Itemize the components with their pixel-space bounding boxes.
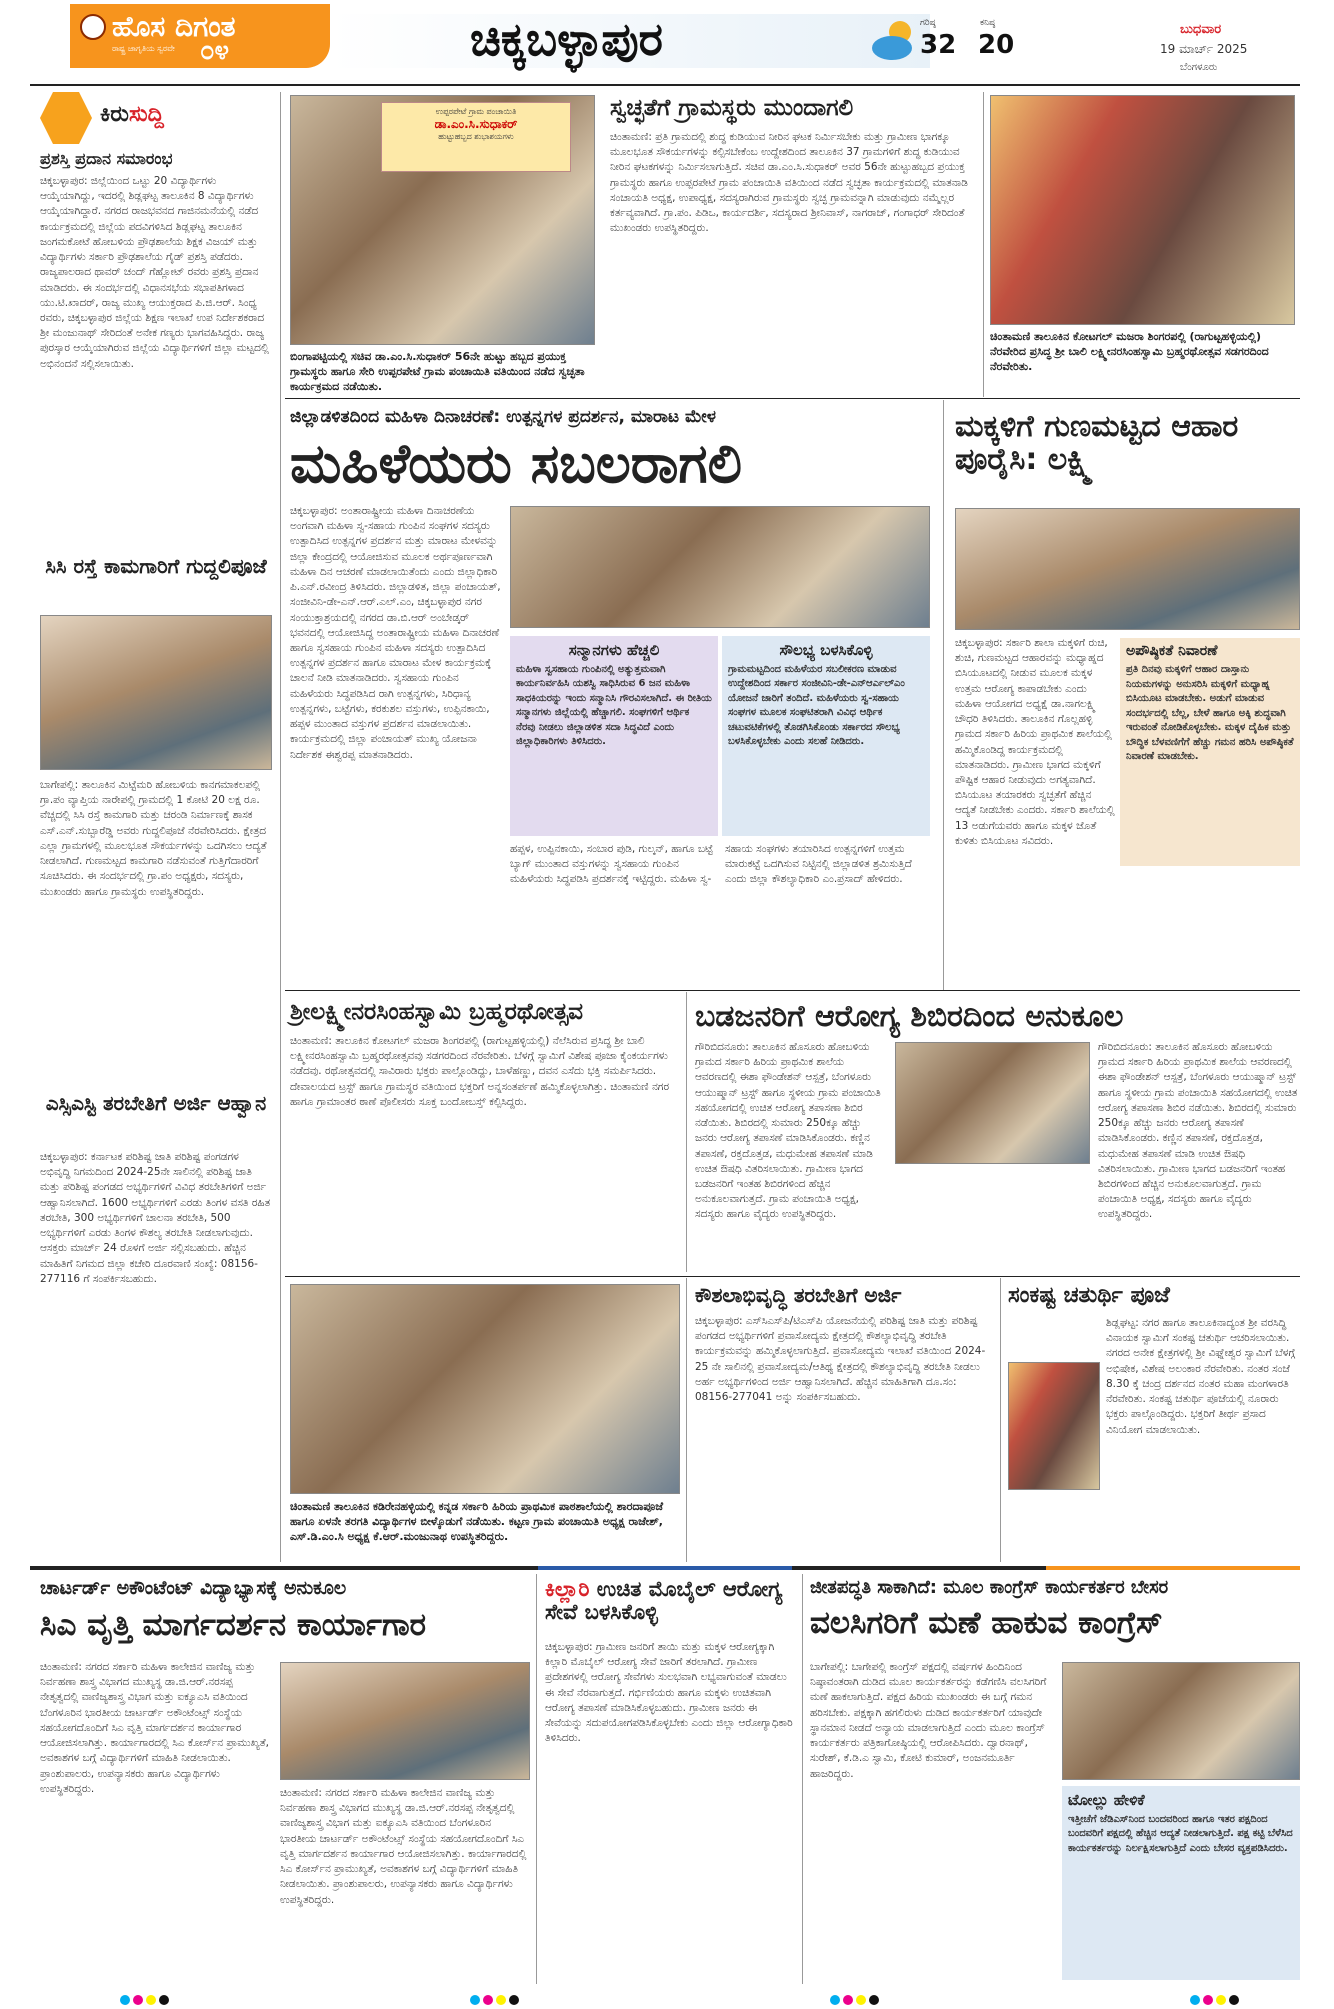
kaushalya-body: ಚಿಕ್ಕಬಳ್ಳಾಪುರ: ಎಸ್‌ಸಿಎಸ್‌ಪಿ/ಟಿಎಸ್‌ಪಿ ಯೋಜನೆಯಲ್ಲಿ ಪರಿಶಿಷ್ಟ ಜಾತಿ ಮತ್ತು ಪರಿಶಿಷ್ಟ ಪಂಗಡದ ಅಭ್ಯರ್ಥಿಗಳಿಗೆ ಪ್ರವಾಸೋದ್ಯಮ ಕ್ಷೇತ್ರದಲ್ಲಿ ಕೌಶಲ್ಯಾಭಿವೃದ್ಧಿ ತರಬೇತಿ ಕಾರ್ಯಕ್ರಮವನ್ನು ಹಮ್ಮಿಕೊಳ್ಳಲಾಗುತ್ತಿದೆ. ಪ್ರವಾಸೋದ್ಯಮ ಇಲಾಖೆ ವತಿಯಿಂದ 2024-25 ನೇ ಸಾಲಿನಲ್ಲಿ ಪ್ರವಾಸೋದ್ಯಮ/ಆತಿಥ್ಯ ಕ್ಷೇತ್ರದಲ್ಲಿ ಕೌಶಲ್ಯಾಭಿವೃದ್ಧಿ ತರಬೇತಿ ನೀಡಲು ಅರ್ಹ ಅಭ್ಯರ್ಥಿಗಳಿಂದ ಅರ್ಜಿ ಆಹ್ವಾನಿಸಲಾಗಿದೆ. ಹೆಚ್ಚಿನ ಮಾಹಿತಿಗಾಗಿ ದೂ.ಸಂ: 08156-277041 ಅನ್ನು ಸಂಪರ್ಕಿಸಬಹುದು. <box>695 1315 986 1404</box>
badajanarige-photo <box>895 1042 1090 1164</box>
badajanarige-body: ಗೌರಿಬಿದನೂರು: ತಾಲೂಕಿನ ಹೊಸೂರು ಹೋಬಳಿಯ ಗ್ರಾಮದ ಸರ್ಕಾರಿ ಹಿರಿಯ ಪ್ರಾಥಮಿಕ ಶಾಲೆಯ ಆವರಣದಲ್ಲಿ ಈಶಾ ಫೌಂಡೇಶನ್ ಆಸ್ಪತ್ರೆ, ಬೆಂಗಳೂರು ಆಯುಷ್ಮಾನ್ ಟ್ರಸ್ಟ್ ಹಾಗೂ ಸ್ಥಳೀಯ ಗ್ರಾಮ ಪಂಚಾಯಿತಿ ಸಹಯೋಗದಲ್ಲಿ ಉಚಿತ ಆರೋಗ್ಯ ತಪಾಸಣಾ ಶಿಬಿರ ನಡೆಯಿತು. ಶಿಬಿರದಲ್ಲಿ ಸುಮಾರು 250ಕ್ಕೂ ಹೆಚ್ಚು ಜನರು ಆರೋಗ್ಯ ತಪಾಸಣೆ ಮಾಡಿಸಿಕೊಂಡರು. ಕಣ್ಣಿನ ತಪಾಸಣೆ, ರಕ್ತದೊತ್ತಡ, ಮಧುಮೇಹ ತಪಾಸಣೆ ಮಾಡಿ ಉಚಿತ ಔಷಧಿ ವಿತರಿಸಲಾಯಿತು. ಗ್ರಾಮೀಣ ಭಾಗದ ಬಡಜನರಿಗೆ ಇಂತಹ ಶಿಬಿರಗಳಿಂದ ಹೆಚ್ಚಿನ ಅನುಕೂಲವಾಗುತ್ತದೆ. ಗ್ರಾಮ ಪಂಚಾಯಿತಿ ಅಧ್ಯಕ್ಷ, ಸದಸ್ಯರು ಹಾಗೂ ವೈದ್ಯರು ಉಪಸ್ಥಿತರಿದ್ದರು. <box>695 1041 881 1221</box>
mahila-headline: ಮಹಿಳೆಯರು ಸಬಲರಾಗಲಿ <box>290 432 743 495</box>
col1-headline-1: ಪ್ರಶಸ್ತಿ ಪ್ರದಾನ ಸಮಾರಂಭ <box>40 149 173 168</box>
swachhate-divider <box>983 92 984 397</box>
chartered-body: ಚಿಂತಾಮಣಿ: ನಗರದ ಸರ್ಕಾರಿ ಮಹಿಳಾ ಕಾಲೇಜಿನ ವಾಣಿಜ್ಯ ಮತ್ತು ನಿರ್ವಹಣಾ ಶಾಸ್ತ್ರ ವಿಭಾಗದ ಮುಖ್ಯಸ್ಥ ಡಾ.ಜಿ.ಆರ್.ನರಸಪ್ಪ ನೇತೃತ್ವದಲ್ಲಿ ವಾಣಿಜ್ಯಶಾಸ್ತ್ರ ವಿಭಾಗ ಮತ್ತು ಐಕ್ಯೂಎಸಿ ವತಿಯಿಂದ ಬೆಂಗಳೂರಿನ ಭಾರತೀಯ ಚಾರ್ಟರ್ಡ್ ಅಕೌಂಟೆಂಟ್ಸ್ ಸಂಸ್ಥೆಯ ಸಹಯೋಗದೊಂದಿಗೆ ಸಿಎ ವೃತ್ತಿ ಮಾರ್ಗದರ್ಶನ ಕಾರ್ಯಾಗಾರ ಆಯೋಜಿಸಲಾಗಿತ್ತು. ಕಾರ್ಯಾಗಾರದಲ್ಲಿ ಸಿಎ ಕೋರ್ಸ್‌ನ ಪ್ರಾಮುಖ್ಯತೆ, ಅವಕಾಶಗಳ ಬಗ್ಗೆ ವಿದ್ಯಾರ್ಥಿಗಳಿಗೆ ಮಾಹಿತಿ ನೀಡಲಾಯಿತು. ಪ್ರಾಂಶುಪಾಲರು, ಉಪನ್ಯಾಸಕರು ಹಾಗೂ ವಿದ್ಯಾರ್ಥಿಗಳು ಉಪಸ್ಥಿತರಿದ್ದರು. <box>40 1661 270 1795</box>
min-temp: 20 <box>978 30 1015 60</box>
logo-tagline: ರಾಷ್ಟ್ರ ಜಾಗೃತಿಯ ಸ್ವರವೇ <box>112 44 175 53</box>
masthead <box>0 0 1334 88</box>
killari-divider <box>802 1574 803 1984</box>
killari-body: ಚಿಕ್ಕಬಳ್ಳಾಪುರ: ಗ್ರಾಮೀಣ ಜನರಿಗೆ ತಾಯಿ ಮತ್ತು ಮಕ್ಕಳ ಆರೋಗ್ಯಕ್ಕಾಗಿ ಕಿಲ್ಲಾರಿ ಮೊಬೈಲ್ ಆರೋಗ್ಯ ಸೇವೆ ಜಾರಿಗೆ ತರಲಾಗಿದೆ. ಗ್ರಾಮೀಣ ಪ್ರದೇಶಗಳಲ್ಲಿ ಆರೋಗ್ಯ ಸೇವೆಗಳು ಸುಲಭವಾಗಿ ಲಭ್ಯವಾಗುವಂತೆ ಮಾಡಲು ಈ ಸೇವೆ ನೆರವಾಗುತ್ತದೆ. ಗರ್ಭಿಣಿಯರು ಹಾಗೂ ಮಕ್ಕಳು ಉಚಿತವಾಗಿ ಆರೋಗ್ಯ ತಪಾಸಣೆ ಮಾಡಿಸಿಕೊಳ್ಳಬಹುದು. ಗ್ರಾಮೀಣ ಜನರು ಈ ಸೇವೆಯನ್ನು ಸದುಪಯೋಗಪಡಿಸಿಕೊಳ್ಳಬೇಕು ಎಂದು ಜಿಲ್ಲಾ ಆರೋಗ್ಯಾಧಿಕಾರಿ ತಿಳಿಸಿದರು. <box>545 1641 793 1745</box>
ganesha-photo <box>1008 1362 1100 1490</box>
swachhate-headline: ಸ್ವಚ್ಛತೆಗೆ ಗ್ರಾಮಸ್ಥರು ಮುಂದಾಗಲಿ <box>610 95 854 121</box>
issue-city: ಬೆಂಗಳೂರು <box>1180 62 1218 73</box>
max-temp: 32 <box>920 30 957 60</box>
jeetha-box-text: ಇತ್ತೀಚೆಗೆ ಜೆಡಿಎಸ್‌ನಿಂದ ಬಂದವರಿಂದ ಹಾಗೂ ಇತರ ಪಕ್ಷದಿಂದ ಬಂದವರಿಗೆ ಪಕ್ಷದಲ್ಲಿ ಹೆಚ್ಚಿನ ಆದ್ಯತೆ ನೀಡಲಾಗುತ್ತಿದೆ. ಪಕ್ಷ ಕಟ್ಟಿ ಬೆಳೆಸಿದ ಕಾರ್ಯಕರ್ತರನ್ನು ನಿರ್ಲಕ್ಷಿಸಲಾಗುತ್ತಿದೆ ಎಂದು ಬೇಸರ ವ್ಯಕ್ತಪಡಿಸಿದರು. <box>1068 1813 1293 1854</box>
mahila-box-1-text: ಮಹಿಳಾ ಸ್ವಸಹಾಯ ಗುಂಪಿನಲ್ಲಿ ಅತ್ಯುತ್ತಮವಾಗಿ ಕಾರ್ಯನಿರ್ವಹಿಸಿ ಯಶಸ್ವಿ ಸಾಧಿಸಿರುವ 6 ಜನ ಮಹಿಳಾ ಸಾಧಕಿಯರನ್ನು ಇಂದು ಸನ್ಮಾನಿಸಿ ಗೌರವಿಸಲಾಗಿದೆ. ಈ ರೀತಿಯ ಸನ್ಮಾನಗಳು ಜಿಲ್ಲೆಯಲ್ಲಿ ಹೆಚ್ಚಾಗಲಿ. ಸಂಘಗಳಿಗೆ ಆರ್ಥಿಕ ನೆರವು ನೀಡಲು ಜಿಲ್ಲಾಡಳಿತ ಸದಾ ಸಿದ್ಧವಿದೆ ಎಂದು ಜಿಲ್ಲಾಧಿಕಾರಿಗಳು ತಿಳಿಸಿದರು. <box>516 663 712 747</box>
mahila-divider <box>943 400 944 990</box>
badajanarige-headline: ಬಡಜನರಿಗೆ ಆರೋಗ್ಯ ಶಿಬಿರದಿಂದ ಅನುಕೂಲ <box>695 999 1124 1034</box>
col1-divider <box>280 92 281 1562</box>
col1-text-1: ಚಿಕ್ಕಬಳ್ಳಾಪುರ: ಜಿಲ್ಲೆಯಿಂದ ಒಟ್ಟು 20 ವಿದ್ಯಾರ್ಥಿಗಳು ಆಯ್ಕೆಯಾಗಿದ್ದು, ಇದರಲ್ಲಿ ಶಿಡ್ಲಘಟ್ಟ ತಾಲೂಕಿನ 8 ವಿದ್ಯಾರ್ಥಿಗಳು ಆಯ್ಕೆಯಾಗಿದ್ದಾರೆ. ನಗರದ ರಾಜಭವನದ ಗಾಜಿನಮನೆಯಲ್ಲಿ ನಡೆದ ಕಾರ್ಯಕ್ರಮದಲ್ಲಿ ಜಿಲ್ಲೆಯ ಪದವಿಗಳಿಸಿದ ಶಿಡ್ಲಘಟ್ಟ ತಾಲೂಕಿನ ಜಂಗಮಕೋಟೆ ಹೋಬಳಿಯ ಪ್ರೌಢಶಾಲೆಯ ಶಿಕ್ಷಕ ವಿಜಯ್ ಮತ್ತು ವಿದ್ಯಾರ್ಥಿಗಳು ಸರ್ಕಾರಿ ಪ್ರೌಢಶಾಲೆಯ ಗೈಡ್ ಪ್ರಶಸ್ತಿ ಪಡೆದರು. ರಾಜ್ಯಪಾಲರಾದ ಥಾವರ್ ಚಂದ್ ಗೆಹ್ಲೋಟ್ ರವರು ಪ್ರಶಸ್ತಿ ಪ್ರದಾನ ಮಾಡಿದರು. ಈ ಸಂದರ್ಭದಲ್ಲಿ ವಿಧಾನಸಭೆಯ ಸಭಾಪತಿಗಳಾದ ಯು.ಟಿ.ಖಾದರ್, ರಾಜ್ಯ ಮುಖ್ಯ ಆಯುಕ್ತರಾದ ಪಿ.ಜಿ.ಆರ್. ಸಿಂಧ್ಯ ರವರು, ಚಿಕ್ಕಬಳ್ಳಾಪುರ ಜಿಲ್ಲೆಯ ಶಿಕ್ಷಣ ಇಲಾಖೆ ಉಪ ನಿರ್ದೇಶಕರಾದ ಶ್ರೀ ಮಂಜುನಾಥ್ ಸೇರಿದಂತೆ ಅನೇಕ ಗಣ್ಯರು ಭಾಗವಹಿಸಿದ್ದರು. ರಾಜ್ಯ ಪುರಸ್ಕಾರ ಆಯ್ಕೆಯಾಗಿರುವ ಜಿಲ್ಲೆಯ ವಿದ್ಯಾರ್ಥಿಗಳಿಗೆ ಜಿಲ್ಲಾ ಮಟ್ಟದಲ್ಲಿ ಅಭಿನಂದನೆ ಸಲ್ಲಿಸಲಾಯಿತು. <box>40 175 269 370</box>
registration-dots-3 <box>830 1990 882 2009</box>
max-temp-label: ಗರಿಷ್ಠ <box>920 18 936 28</box>
section-title: ಚಿಕ್ಕಬಳ್ಳಾಪುರ <box>470 12 664 66</box>
registration-dots-4 <box>1190 1990 1242 2009</box>
masthead-rule <box>30 84 1300 86</box>
badajanarige-body-2: ಗೌರಿಬಿದನೂರು: ತಾಲೂಕಿನ ಹೊಸೂರು ಹೋಬಳಿಯ ಗ್ರಾಮದ ಸರ್ಕಾರಿ ಹಿರಿಯ ಪ್ರಾಥಮಿಕ ಶಾಲೆಯ ಆವರಣದಲ್ಲಿ ಈಶಾ ಫೌಂಡೇಶನ್ ಆಸ್ಪತ್ರೆ, ಬೆಂಗಳೂರು ಆಯುಷ್ಮಾನ್ ಟ್ರಸ್ಟ್ ಹಾಗೂ ಸ್ಥಳೀಯ ಗ್ರಾಮ ಪಂಚಾಯಿತಿ ಸಹಯೋಗದಲ್ಲಿ ಉಚಿತ ಆರೋಗ್ಯ ತಪಾಸಣಾ ಶಿಬಿರ ನಡೆಯಿತು. ಶಿಬಿರದಲ್ಲಿ ಸುಮಾರು 250ಕ್ಕೂ ಹೆಚ್ಚು ಜನರು ಆರೋಗ್ಯ ತಪಾಸಣೆ ಮಾಡಿಸಿಕೊಂಡರು. ಕಣ್ಣಿನ ತಪಾಸಣೆ, ರಕ್ತದೊತ್ತಡ, ಮಧುಮೇಹ ತಪಾಸಣೆ ಮಾಡಿ ಉಚಿತ ಔಷಧಿ ವಿತರಿಸಲಾಯಿತು. ಗ್ರಾಮೀಣ ಭಾಗದ ಬಡಜನರಿಗೆ ಇಂತಹ ಶಿಬಿರಗಳಿಂದ ಹೆಚ್ಚಿನ ಅನುಕೂಲವಾಗುತ್ತದೆ. ಗ್ರಾಮ ಪಂಚಾಯಿತಿ ಅಧ್ಯಕ್ಷ, ಸದಸ್ಯರು ಹಾಗೂ ವೈದ್ಯರು ಉಪಸ್ಥಿತರಿದ್ದರು. <box>1098 1041 1298 1221</box>
school-photo-caption: ಚಿಂತಾಮಣಿ ತಾಲೂಕಿನ ಕಡಿರೇನಹಳ್ಳಿಯಲ್ಲಿ ಕನ್ನಡ ಸರ್ಕಾರಿ ಹಿರಿಯ ಪ್ರಾಥಮಿಕ ಪಾಠಶಾಲೆಯಲ್ಲಿ ಶಾರದಾಪೂಜೆ ಹಾಗೂ ಏಳನೇ ತರಗತಿ ವಿದ್ಯಾರ್ಥಿಗಳ ಬೀಳ್ಕೊಡುಗೆ ನಡೆಯಿತು. ಕಟ್ಟಣ ಗ್ರಾಮ ಪಂಚಾಯಿತಿ ಅಧ್ಯಕ್ಷ ರಾಜೇಶ್, ಎಸ್.ಡಿ.ಎಂ.ಸಿ ಅಧ್ಯಕ್ಷ ಕೆ.ಆರ್.ಮಂಜುನಾಥ ಉಪಸ್ಥಿತರಿದ್ದರು. <box>290 1500 664 1543</box>
registration-dots-1 <box>120 1990 172 2009</box>
chartered-headline: ಸಿಎ ವೃತ್ತಿ ಮಾರ್ಗದರ್ಶನ ಕಾರ್ಯಾಗಾರ <box>40 1607 427 1643</box>
jeetha-box <box>1062 1786 1300 1980</box>
killari-headline <box>545 1578 795 1624</box>
mahila-box-1 <box>510 636 718 836</box>
makkalige-photo <box>955 508 1300 630</box>
top-story-photo <box>290 95 595 345</box>
page-number: ೦೪ <box>200 36 230 66</box>
chartered-divider <box>536 1574 537 1984</box>
chartered-photo <box>280 1662 530 1780</box>
mahila-photo <box>510 506 930 628</box>
weather-cloud-icon <box>870 18 920 62</box>
makkalige-box-text: ಪ್ರತಿ ದಿನವು ಮಕ್ಕಳಿಗೆ ಆಹಾರ ದಾಸ್ತಾನು ನಿಯಮಗಳನ್ನು ಅನುಸರಿಸಿ ಮಕ್ಕಳಿಗೆ ಮಧ್ಯಾಹ್ನ ಬಿಸಿಯೂಟ ಮಾಡಬೇಕು. ಅಡುಗೆ ಮಾಡುವ ಸಂದರ್ಭದಲ್ಲಿ ಬೆಲ್ಲ, ಬೇಳೆ ಹಾಗೂ ಅಕ್ಕಿ ಶುದ್ಧವಾಗಿ ಇರುವಂತೆ ನೋಡಿಕೊಳ್ಳಬೇಕು. ಮಕ್ಕಳ ದೈಹಿಕ ಮತ್ತು ಬೌದ್ಧಿಕ ಬೆಳವಣಿಗೆಗೆ ಹೆಚ್ಚು ಗಮನ ಹರಿಸಿ ಅಪೌಷ್ಠಿಕತೆ ನಿವಾರಣೆ ಮಾಡಬೇಕು. <box>1126 664 1294 763</box>
rathotsava-caption: ಚಿಂತಾಮಣಿ ತಾಲೂಕಿನ ಕೋಟಗಲ್ ಮಜರಾ ಶಿಂಗರಪಲ್ಲಿ (ರಾಗುಟ್ಟಹಳ್ಳಿಯಲ್ಲಿ) ನೆರವೇರಿದ ಪ್ರಸಿದ್ಧ ಶ್ರೀ ಬಾಲಿ ಲಕ್ಷ್ಮೀನರಸಿಂಹಸ್ವಾಮಿ ಬ್ರಹ್ಮರಥೋತ್ಸವ ಸಡಗರದಿಂದ ನೆರವೇರಿತು. <box>990 330 1269 373</box>
makkalige-box <box>1120 638 1300 866</box>
mahila-box-2-title: ಸೌಲಭ್ಯ ಬಳಸಿಕೊಳ್ಳಿ <box>779 641 873 659</box>
mahila-kicker: ಜಿಲ್ಲಾಡಳಿತದಿಂದ ಮಹಿಳಾ ದಿನಾಚರಣೆ: ಉತ್ಪನ್ನಗಳ ಪ್ರದರ್ಶನ, ಮಾರಾಟ ಮೇಳ <box>290 407 716 427</box>
hand-icon <box>40 92 92 144</box>
col1-headline-3: ಎಸ್ಸಿಎಸ್ಟಿ ತರಬೇತಿಗೆ ಅರ್ಜಿ ಆಹ್ವಾನ <box>45 1091 267 1115</box>
jeetha-body: ಬಾಗೇಪಲ್ಲಿ: ಬಾಗೇಪಲ್ಲಿ ಕಾಂಗ್ರೆಸ್ ಪಕ್ಷದಲ್ಲಿ ವರ್ಷಗಳ ಹಿಂದಿನಿಂದ ನಿಷ್ಠಾವಂತರಾಗಿ ದುಡಿದ ಮೂಲ ಕಾರ್ಯಕರ್ತರನ್ನು ಕಡೆಗಣಿಸಿ ವಲಸಿಗರಿಗೆ ಮಣೆ ಹಾಕಲಾಗುತ್ತಿದೆ. ಪಕ್ಷದ ಹಿರಿಯ ಮುಖಂಡರು ಈ ಬಗ್ಗೆ ಗಮನ ಹರಿಸಬೇಕು. ಪಕ್ಷಕ್ಕಾಗಿ ಹಗಲಿರುಳು ದುಡಿದ ಕಾರ್ಯಕರ್ತರಿಗೆ ಯಾವುದೇ ಸ್ಥಾನಮಾನ ನೀಡದೆ ಅನ್ಯಾಯ ಮಾಡಲಾಗುತ್ತಿದೆ ಎಂದು ಮೂಲ ಕಾಂಗ್ರೆಸ್ ಕಾರ್ಯಕರ್ತರು ಪತ್ರಿಕಾಗೋಷ್ಠಿಯಲ್ಲಿ ಆರೋಪಿಸಿದರು. ದ್ವಾರನಾಥ್, ಸುರೇಶ್, ಕೆ.ಡಿ.ಎ ಸ್ವಾಮಿ, ಕೋಟಿ ಕುಮಾರ್, ಅಂಜನಮೂರ್ತಿ ಹಾಜರಿದ್ದರು. <box>810 1661 1047 1780</box>
col1-text-3: ಚಿಕ್ಕಬಳ್ಳಾಪುರ: ಕರ್ನಾಟಕ ಪರಿಶಿಷ್ಟ ಜಾತಿ ಪರಿಶಿಷ್ಟ ಪಂಗಡಗಳ ಅಭಿವೃದ್ಧಿ ನಿಗಮದಿಂದ 2024-25ನೇ ಸಾಲಿನಲ್ಲಿ ಪರಿಶಿಷ್ಟ ಜಾತಿ ಮತ್ತು ಪರಿಶಿಷ್ಟ ಪಂಗಡದ ಅಭ್ಯರ್ಥಿಗಳಿಗೆ ವಿವಿಧ ತರಬೇತಿಗಳಿಗೆ ಅರ್ಜಿ ಆಹ್ವಾನಿಸಲಾಗಿದೆ. 1600 ಅಭ್ಯರ್ಥಿಗಳಿಗೆ ಎರಡು ತಿಂಗಳ ವಸತಿ ರಹಿತ ತರಬೇತಿ, 300 ಅಭ್ಯರ್ಥಿಗಳಿಗೆ ಚಾಲನಾ ತರಬೇತಿ, 500 ಅಭ್ಯರ್ಥಿಗಳಿಗೆ ಎರಡು ತಿಂಗಳ ಕೌಶಲ್ಯ ತರಬೇತಿ ನೀಡಲಾಗುವುದು. ಆಸಕ್ತರು ಮಾರ್ಚ್ 24 ರೊಳಗೆ ಅರ್ಜಿ ಸಲ್ಲಿಸಬಹುದು. ಹೆಚ್ಚಿನ ಮಾಹಿತಿಗೆ ನಿಗಮದ ಜಿಲ್ಲಾ ಕಚೇರಿ ದೂರವಾಣಿ ಸಂಖ್ಯೆ: 08156-277116 ಗೆ ಸಂಪರ್ಕಿಸಬಹುದು. <box>40 1151 271 1285</box>
lakshmi-divider <box>686 992 687 1272</box>
row3-rule <box>285 1276 1300 1277</box>
makkalige-body: ಚಿಕ್ಕಬಳ್ಳಾಪುರ: ಸರ್ಕಾರಿ ಶಾಲಾ ಮಕ್ಕಳಿಗೆ ರುಚಿ, ಶುಚಿ, ಗುಣಮಟ್ಟದ ಆಹಾರವನ್ನು ಮಧ್ಯಾಹ್ನದ ಬಿಸಿಯೂಟದಲ್ಲಿ ನೀಡುವ ಮೂಲಕ ಮಕ್ಕಳ ಉತ್ತಮ ಆರೋಗ್ಯ ಕಾಪಾಡಬೇಕು ಎಂದು ಮಹಿಳಾ ಆಯೋಗದ ಅಧ್ಯಕ್ಷೆ ಡಾ.ನಾಗಲಕ್ಷ್ಮಿ ಚೌಧರಿ ತಿಳಿಸಿದರು. ತಾಲೂಕಿನ ಗೊಲ್ಲಹಳ್ಳಿ ಗ್ರಾಮದ ಸರ್ಕಾರಿ ಹಿರಿಯ ಪ್ರಾಥಮಿಕ ಶಾಲೆಯಲ್ಲಿ ಹಮ್ಮಿಕೊಂಡಿದ್ದ ಕಾರ್ಯಕ್ರಮದಲ್ಲಿ ಮಾತನಾಡಿದರು. ಗ್ರಾಮೀಣ ಭಾಗದ ಮಕ್ಕಳಿಗೆ ಪೌಷ್ಟಿಕ ಆಹಾರ ನೀಡುವುದು ಅಗತ್ಯವಾಗಿದೆ. ಬಿಸಿಯೂಟ ತಯಾರಕರು ಸ್ವಚ್ಛತೆಗೆ ಹೆಚ್ಚಿನ ಆದ್ಯತೆ ನೀಡಬೇಕು ಎಂದರು. ಸರ್ಕಾರಿ ಶಾಲೆಯಲ್ಲಿ 13 ಅಡುಗೆಯವರು ಹಾಗೂ ಮಕ್ಕಳ ಜೊತೆ ಕುಳಿತು ಬಿಸಿಯೂಟ ಸವಿದರು. <box>955 637 1115 847</box>
lotus-icon <box>80 14 106 40</box>
kaushalya-divider <box>1000 1278 1001 1562</box>
school-photo <box>290 1284 680 1494</box>
jeetha-headline: ವಲಸಿಗರಿಗೆ ಮಣೆ ಹಾಕುವ ಕಾಂಗ್ರೆಸ್ <box>810 1605 1163 1641</box>
top-story-caption: ಬಿಂಗಾಪಟ್ಟಿಯಲ್ಲಿ ಸಚಿವ ಡಾ.ಎಂ.ಸಿ.ಸುಧಾಕರ್ 56ನೇ ಹುಟ್ಟು ಹಬ್ಬದ ಪ್ರಯುಕ್ತ ಗ್ರಾಮಸ್ಥರು ಹಾಗೂ ಸೇರಿ ಉಪ್ಪರಪೇಟೆ ಗ್ರಾಮ ಪಂಚಾಯಿತಿ ವತಿಯಿಂದ ನಡೆದ ಸ್ವಚ್ಛತಾ ಕಾರ್ಯಕ್ರಮದ ನಡೆಯಿತು. <box>290 350 585 393</box>
kaushalya-headline: ಕೌಶಲಾಭಿವೃದ್ಧಿ ತರಬೇತಿಗೆ ಅರ್ಜಿ <box>695 1283 902 1307</box>
row2-rule <box>285 990 1300 991</box>
issue-date: 19 ಮಾರ್ಚ್ 2025 <box>1160 42 1248 56</box>
mahila-body: ಚಿಕ್ಕಬಳ್ಳಾಪುರ: ಅಂತಾರಾಷ್ಟ್ರೀಯ ಮಹಿಳಾ ದಿನಾಚರಣೆಯ ಅಂಗವಾಗಿ ಮಹಿಳಾ ಸ್ವ-ಸಹಾಯ ಗುಂಪಿನ ಸಂಘಗಳ ಸದಸ್ಯರು ಉತ್ಪಾದಿಸಿದ ಉತ್ಪನ್ನಗಳ ಪ್ರದರ್ಶನ ಮತ್ತು ಮಾರಾಟ ಮೇಳವನ್ನು ಜಿಲ್ಲಾ ಕೇಂದ್ರದಲ್ಲಿ ಆಯೋಜಿಸುವ ಮೂಲಕ ಅರ್ಥಪೂರ್ಣವಾಗಿ ಮಹಿಳಾ ದಿನ ಆಚರಣೆ ಮಾಡಲಾಯಿತೆಂದು ಎಂದು ಜಿಲ್ಲಾಧಿಕಾರಿ ಪಿ.ಎನ್.ರವೀಂದ್ರ ತಿಳಿಸಿದರು. ಜಿಲ್ಲಾಡಳಿತ, ಜಿಲ್ಲಾ ಪಂಚಾಯತ್, ಸಂಜೀವಿನಿ-ಡೇ-ಎನ್.ಆರ್.ಎಲ್.ಎಂ, ಚಿಕ್ಕಬಳ್ಳಾಪುರ ನಗರ ಸಂಯುಕ್ತಾಶ್ರಯದಲ್ಲಿ ನಗರದ ಡಾ.ಬಿ.ಆರ್ ಅಂಬೇಡ್ಕರ್ ಭವನದಲ್ಲಿ ಆಯೋಜಿಸಿದ್ದ ಅಂತಾರಾಷ್ಟ್ರೀಯ ಮಹಿಳಾ ದಿನಾಚರಣೆ ಹಾಗೂ ಸ್ವಸಹಾಯ ಗುಂಪಿನ ಮಹಿಳಾ ಸದಸ್ಯರು ಉತ್ಪಾದಿಸಿದ ಉತ್ಪನ್ನಗಳ ಪ್ರದರ್ಶನ ಹಾಗೂ ಮಾರಾಟ ಮೇಳ ಕಾರ್ಯಕ್ರಮಕ್ಕೆ ಚಾಲನೆ ನೀಡಿ ಮಾತನಾಡಿದರು. ಸ್ವಸಹಾಯ ಗುಂಪಿನ ಮಹಿಳೆಯರು ಸಿದ್ಧಪಡಿಸಿದ ರಾಗಿ ಉತ್ಪನ್ನಗಳು, ಸಿರಿಧಾನ್ಯ ಉತ್ಪನ್ನಗಳು, ಬಟ್ಟೆಗಳು, ಕರಕುಶಲ ವಸ್ತುಗಳು, ಉಪ್ಪಿನಕಾಯಿ, ಹಪ್ಪಳ ಮುಂತಾದ ವಸ್ತುಗಳ ಪ್ರದರ್ಶನ ಮಾಡಲಾಯಿತು. ಕಾರ್ಯಕ್ರಮದಲ್ಲಿ ಜಿಲ್ಲಾ ಪಂಚಾಯತ್ ಮುಖ್ಯ ಯೋಜನಾ ನಿರ್ದೇಶಕ ಈಶ್ವರಪ್ಪ ಮಾತನಾಡಿದರು. <box>290 505 501 761</box>
jeetha-photo <box>1062 1662 1300 1780</box>
lakshmi-headline: ಶ್ರೀಲಕ್ಷ್ಮೀನರಸಿಂಹಸ್ವಾಮಿ ಬ್ರಹ್ಮರಥೋತ್ಸವ <box>290 999 584 1025</box>
col1-headline-2: ಸಿಸಿ ರಸ್ತೆ ಕಾಮಗಾರಿಗೆ ಗುದ್ದಲಿಪೂಜೆ <box>45 554 267 578</box>
row1-rule <box>285 398 1300 399</box>
logo-text: ಹೊಸ ದಿಗಂತ <box>112 10 236 43</box>
sankashta-body: ಶಿಡ್ಲಘಟ್ಟ: ನಗರ ಹಾಗೂ ತಾಲೂಕಿನಾದ್ಯಂತ ಶ್ರೀ ವರಸಿದ್ಧಿ ವಿನಾಯಕ ಸ್ವಾಮಿಗೆ ಸಂಕಷ್ಟ ಚತುರ್ಥಿ ಆಚರಿಸಲಾಯಿತು. ನಗರದ ಅನೇಕ ಕ್ಷೇತ್ರಗಳಲ್ಲಿ ಶ್ರೀ ವಿಘ್ನೇಶ್ವರ ಸ್ವಾಮಿಗೆ ಬೆಳಗ್ಗೆ ಅಭಿಷೇಕ, ವಿಶೇಷ ಅಲಂಕಾರ ನೆರವೇರಿತು. ನಂತರ ಸಂಜೆ 8.30 ಕ್ಕೆ ಚಂದ್ರ ದರ್ಶನದ ನಂತರ ಮಹಾ ಮಂಗಳಾರತಿ ನೆರವೇರಿತು. ಸಂಕಷ್ಟ ಚತುರ್ಥಿ ಪೂಜೆಯಲ್ಲಿ ನೂರಾರು ಭಕ್ತರು ಪಾಲ್ಗೊಂಡಿದ್ದರು. ಭಕ್ತರಿಗೆ ತೀರ್ಥ ಪ್ರಸಾದ ವಿನಿಯೋಗ ಮಾಡಲಾಯಿತು. <box>1106 1317 1296 1436</box>
jeetha-kicker: ಜೀತಪದ್ಧತಿ ಸಾಕಾಗಿದೆ: ಮೂಲ ಕಾಂಗ್ರೆಸ್ ಕಾರ್ಯಕರ್ತರ ಬೇಸರ <box>810 1577 1169 1598</box>
bottom-band-rule <box>30 1566 1300 1570</box>
banner-in-photo: ಉಪ್ಪರಪೇಟೆ ಗ್ರಾಮ ಪಂಚಾಯಿತಿ ಡಾ.ಎಂ.ಸಿ.ಸುಧಾಕರ್ ಹುಟ್ಟುಹಬ್ಬದ ಶುಭಾಶಯಗಳು <box>381 102 571 172</box>
killari-brand: ಕಿಲ್ಲಾರಿ <box>545 1577 590 1601</box>
rathotsava-photo <box>990 95 1295 325</box>
col1-photo-road <box>40 615 272 770</box>
school-divider <box>686 1278 687 1562</box>
col1-text-2: ಬಾಗೇಪಲ್ಲಿ: ತಾಲೂಕಿನ ಮಿಟ್ಟೆಮರಿ ಹೋಬಳಿಯ ಕಾನಗಮಾಕಲಪಲ್ಲಿ ಗ್ರಾ.ಪಂ ವ್ಯಾಪ್ತಿಯ ನಾರೇಪಲ್ಲಿ ಗ್ರಾಮದಲ್ಲಿ 1 ಕೋಟಿ 20 ಲಕ್ಷ ರೂ. ವೆಚ್ಚದಲ್ಲಿ ಸಿಸಿ ರಸ್ತೆ ಕಾಮಗಾರಿ ಮತ್ತು ಚರಂಡಿ ನಿರ್ಮಾಣಕ್ಕೆ ಶಾಸಕ ಎಸ್.ಎನ್.ಸುಬ್ಬಾರೆಡ್ಡಿ ಅವರು ಗುದ್ದಲಿಪೂಜೆ ನೆರವೇರಿಸಿದರು. ಕ್ಷೇತ್ರದ ಎಲ್ಲಾ ಗ್ರಾಮಗಳಲ್ಲಿ ಮೂಲಭೂತ ಸೌಕರ್ಯಗಳನ್ನು ಒದಗಿಸಲು ಆದ್ಯತೆ ನೀಡಲಾಗಿದೆ. ಗುಣಮಟ್ಟದ ಕಾಮಗಾರಿ ನಡೆಸುವಂತೆ ಗುತ್ತಿಗೆದಾರರಿಗೆ ಸೂಚಿಸಿದರು. ಈ ಸಂದರ್ಭದಲ್ಲಿ ಗ್ರಾ.ಪಂ ಅಧ್ಯಕ್ಷರು, ಸದಸ್ಯರು, ಮುಖಂಡರು ಹಾಗೂ ಗ್ರಾಮಸ್ಥರು ಉಪಸ್ಥಿತರಿದ್ದರು. <box>40 779 267 898</box>
sankashta-headline: ಸಂಕಷ್ಟ ಚತುರ್ಥಿ ಪೂಜೆ <box>1008 1283 1170 1308</box>
chartered-kicker: ಚಾರ್ಟರ್ಡ್ ಅಕೌಂಟೆಂಟ್ ವಿದ್ಯಾಭ್ಯಾಸಕ್ಕೆ ಅನುಕೂಲ <box>40 1577 347 1599</box>
killari-title: ಉಚಿತ ಮೊಬೈಲ್ ಆರೋಗ್ಯ ಸೇವೆ ಬಳಸಿಕೊಳ್ಳಿ <box>545 1577 783 1625</box>
makkalige-box-title: ಅಪೌಷ್ಠಿಕತೆ ನಿವಾರಣೆ <box>1126 643 1218 659</box>
registration-dots-2 <box>470 1990 522 2009</box>
kiru-label: ಕಿರುಸುದ್ದಿ <box>100 102 164 127</box>
swachhate-body: ಚಿಂತಾಮಣಿ: ಪ್ರತಿ ಗ್ರಾಮದಲ್ಲಿ ಶುದ್ಧ ಕುಡಿಯುವ ನೀರಿನ ಘಟಕ ನಿರ್ಮಿಸಬೇಕು ಮತ್ತು ಗ್ರಾಮೀಣ ಭಾಗಕ್ಕೂ ಮೂಲಭೂತ ಸೌಕರ್ಯಗಳನ್ನು ಕಲ್ಪಿಸಬೇಕೆಂಬ ಉದ್ದೇಶದಿಂದ ತಾಲೂಕಿನ 37 ಗ್ರಾಮಗಳಿಗೆ ಶುದ್ಧ ಕುಡಿಯುವ ನೀರಿನ ಘಟಕಗಳನ್ನು ನಿರ್ಮಿಸಲಾಗುತ್ತಿದೆ. ಸಚಿವ ಡಾ.ಎಂ.ಸಿ.ಸುಧಾಕರ್ ಅವರ 56ನೇ ಹುಟ್ಟುಹಬ್ಬದ ಪ್ರಯುಕ್ತ ಗ್ರಾಮಸ್ಥರು ಹಾಗೂ ಉಪ್ಪರಪೇಟೆ ಗ್ರಾಮ ಪಂಚಾಯಿತಿ ವತಿಯಿಂದ ನಡೆದ ಸ್ವಚ್ಛತಾ ಕಾರ್ಯಕ್ರಮದಲ್ಲಿ ಮಾತನಾಡಿ ಸಂಚಾಯತಿ ಅಧ್ಯಕ್ಷ, ಉಪಾಧ್ಯಕ್ಷ, ಸದಸ್ಯರಾಗಿರುವ ಗ್ರಾಮಸ್ಥರು ಸ್ವಚ್ಛ ಗ್ರಾಮವನ್ನಾಗಿ ಮಾಡುವುದು ನಮ್ಮೆಲ್ಲರ ಕರ್ತವ್ಯವಾಗಿದೆ. ಗ್ರಾ.ಪಂ. ಪಿಡಿಒ, ಕಾರ್ಯದರ್ಶಿ, ಸದಸ್ಯರಾದ ಶ್ರೀನಿವಾಸ್, ನಾಗರಾಜ್, ಗಂಗಾಧರ್ ಸೇರಿದಂತೆ ಮುಖಂಡರು ಉಪಸ್ಥಿತರಿದ್ದರು. <box>610 131 968 235</box>
chartered-body-2: ಚಿಂತಾಮಣಿ: ನಗರದ ಸರ್ಕಾರಿ ಮಹಿಳಾ ಕಾಲೇಜಿನ ವಾಣಿಜ್ಯ ಮತ್ತು ನಿರ್ವಹಣಾ ಶಾಸ್ತ್ರ ವಿಭಾಗದ ಮುಖ್ಯಸ್ಥ ಡಾ.ಜಿ.ಆರ್.ನರಸಪ್ಪ ನೇತೃತ್ವದಲ್ಲಿ ವಾಣಿಜ್ಯಶಾಸ್ತ್ರ ವಿಭಾಗ ಮತ್ತು ಐಕ್ಯೂಎಸಿ ವತಿಯಿಂದ ಬೆಂಗಳೂರಿನ ಭಾರತೀಯ ಚಾರ್ಟರ್ಡ್ ಅಕೌಂಟೆಂಟ್ಸ್ ಸಂಸ್ಥೆಯ ಸಹಯೋಗದೊಂದಿಗೆ ಸಿಎ ವೃತ್ತಿ ಮಾರ್ಗದರ್ಶನ ಕಾರ್ಯಾಗಾರ ಆಯೋಜಿಸಲಾಗಿತ್ತು. ಕಾರ್ಯಾಗಾರದಲ್ಲಿ ಸಿಎ ಕೋರ್ಸ್‌ನ ಪ್ರಾಮುಖ್ಯತೆ, ಅವಕಾಶಗಳ ಬಗ್ಗೆ ವಿದ್ಯಾರ್ಥಿಗಳಿಗೆ ಮಾಹಿತಿ ನೀಡಲಾಯಿತು. ಪ್ರಾಂಶುಪಾಲರು, ಉಪನ್ಯಾಸಕರು ಹಾಗೂ ವಿದ್ಯಾರ್ಥಿಗಳು ಉಪಸ್ಥಿತರಿದ್ದರು. <box>280 1787 527 1906</box>
mahila-body-2: ಹಪ್ಪಳ, ಉಪ್ಪಿನಕಾಯಿ, ಸಂಬಾರ ಪುಡಿ, ಗುಲ್ಕನ್, ಹಾಗೂ ಬಟ್ಟೆ ಬ್ಯಾಗ್ ಮುಂತಾದ ವಸ್ತುಗಳನ್ನು ಸ್ವಸಹಾಯ ಗುಂಪಿನ ಮಹಿಳೆಯರು ಸಿದ್ಧಪಡಿಸಿ ಪ್ರದರ್ಶನಕ್ಕೆ ಇಟ್ಟಿದ್ದರು. ಮಹಿಳಾ ಸ್ವ-ಸಹಾಯ ಸಂಘಗಳು ತಯಾರಿಸಿದ ಉತ್ಪನ್ನಗಳಿಗೆ ಉತ್ತಮ ಮಾರುಕಟ್ಟೆ ಒದಗಿಸುವ ನಿಟ್ಟಿನಲ್ಲಿ ಜಿಲ್ಲಾಡಳಿತ ಶ್ರಮಿಸುತ್ತಿದೆ ಎಂದು ಜಿಲ್ಲಾ ಕೌಶಲ್ಯಾಧಿಕಾರಿ ಎಂ.ಪ್ರಸಾದ್ ಹೇಳಿದರು. <box>510 843 912 886</box>
mahila-box-2 <box>722 636 930 836</box>
lakshmi-body: ಚಿಂತಾಮಣಿ: ತಾಲೂಕಿನ ಕೋಟಗಲ್ ಮಜರಾ ಶಿಂಗರಪಲ್ಲಿ (ರಾಗುಟ್ಟಹಳ್ಳಿಯಲ್ಲಿ) ನೆಲೆಸಿರುವ ಪ್ರಸಿದ್ಧ ಶ್ರೀ ಬಾಲಿ ಲಕ್ಷ್ಮೀನರಸಿಂಹಸ್ವಾಮಿ ಬ್ರಹ್ಮರಥೋತ್ಸವವು ಸಡಗರದಿಂದ ನೆರವೇರಿತು. ಬೆಳಗ್ಗೆ ಸ್ವಾಮಿಗೆ ವಿಶೇಷ ಪೂಜಾ ಕೈಂಕರ್ಯಗಳು ನಡೆದವು. ರಥೋತ್ಸವದಲ್ಲಿ ಸಾವಿರಾರು ಭಕ್ತರು ಪಾಲ್ಗೊಂಡಿದ್ದು, ಬಾಳೆಹಣ್ಣು, ದವನ ಎಸೆದು ಭಕ್ತಿ ಸಮರ್ಪಿಸಿದರು. ದೇವಾಲಯದ ಟ್ರಸ್ಟ್ ಹಾಗೂ ಗ್ರಾಮಸ್ಥರ ವತಿಯಿಂದ ಭಕ್ತರಿಗೆ ಅನ್ನಸಂತರ್ಪಣೆ ಹಮ್ಮಿಕೊಳ್ಳಲಾಗಿತ್ತು. ಚಿಂತಾಮಣಿ ನಗರ ಹಾಗೂ ಗ್ರಾಮಾಂತರ ಠಾಣೆ ಪೊಲೀಸರು ಸೂಕ್ತ ಬಂದೋಬಸ್ತ್ ಕಲ್ಪಿಸಿದ್ದರು. <box>290 1035 670 1108</box>
mahila-box-2-text: ಗ್ರಾಮಮಟ್ಟದಿಂದ ಮಹಿಳೆಯರ ಸಬಲೀಕರಣ ಮಾಡುವ ಉದ್ದೇಶದಿಂದ ಸರ್ಕಾರ ಸಂಜೀವಿನಿ-ಡೇ-ಎನ್ಆರ್ಎಲ್ಎಂ ಯೋಜನೆ ಜಾರಿಗೆ ತಂದಿದೆ. ಮಹಿಳೆಯರು ಸ್ವ-ಸಹಾಯ ಸಂಘಗಳ ಮೂಲಕ ಸಂಘಟಿತರಾಗಿ ವಿವಿಧ ಆರ್ಥಿಕ ಚಟುವಟಿಕೆಗಳಲ್ಲಿ ತೊಡಗಿಸಿಕೊಂಡು ಸರ್ಕಾರದ ಸೌಲಭ್ಯ ಬಳಸಿಕೊಳ್ಳಬೇಕು ಎಂದು ಸಲಹೆ ನೀಡಿದರು. <box>728 663 905 747</box>
jeetha-box-title: ಟೋಲ್ಲು ಹೇಳಿಕೆ <box>1068 1791 1145 1809</box>
min-temp-label: ಕನಿಷ್ಠ <box>980 18 996 28</box>
mahila-box-1-title: ಸನ್ಮಾನಗಳು ಹೆಚ್ಚಲಿ <box>568 641 660 659</box>
makkalige-headline: ಮಕ್ಕಳಿಗೆ ಗುಣಮಟ್ಟದ ಆಹಾರ ಪೂರೈಸಿ: ಲಕ್ಷ್ಮಿ <box>955 409 1239 477</box>
kiru-suddi-badge <box>40 92 260 144</box>
issue-day: ಬುಧವಾರ <box>1180 22 1222 37</box>
